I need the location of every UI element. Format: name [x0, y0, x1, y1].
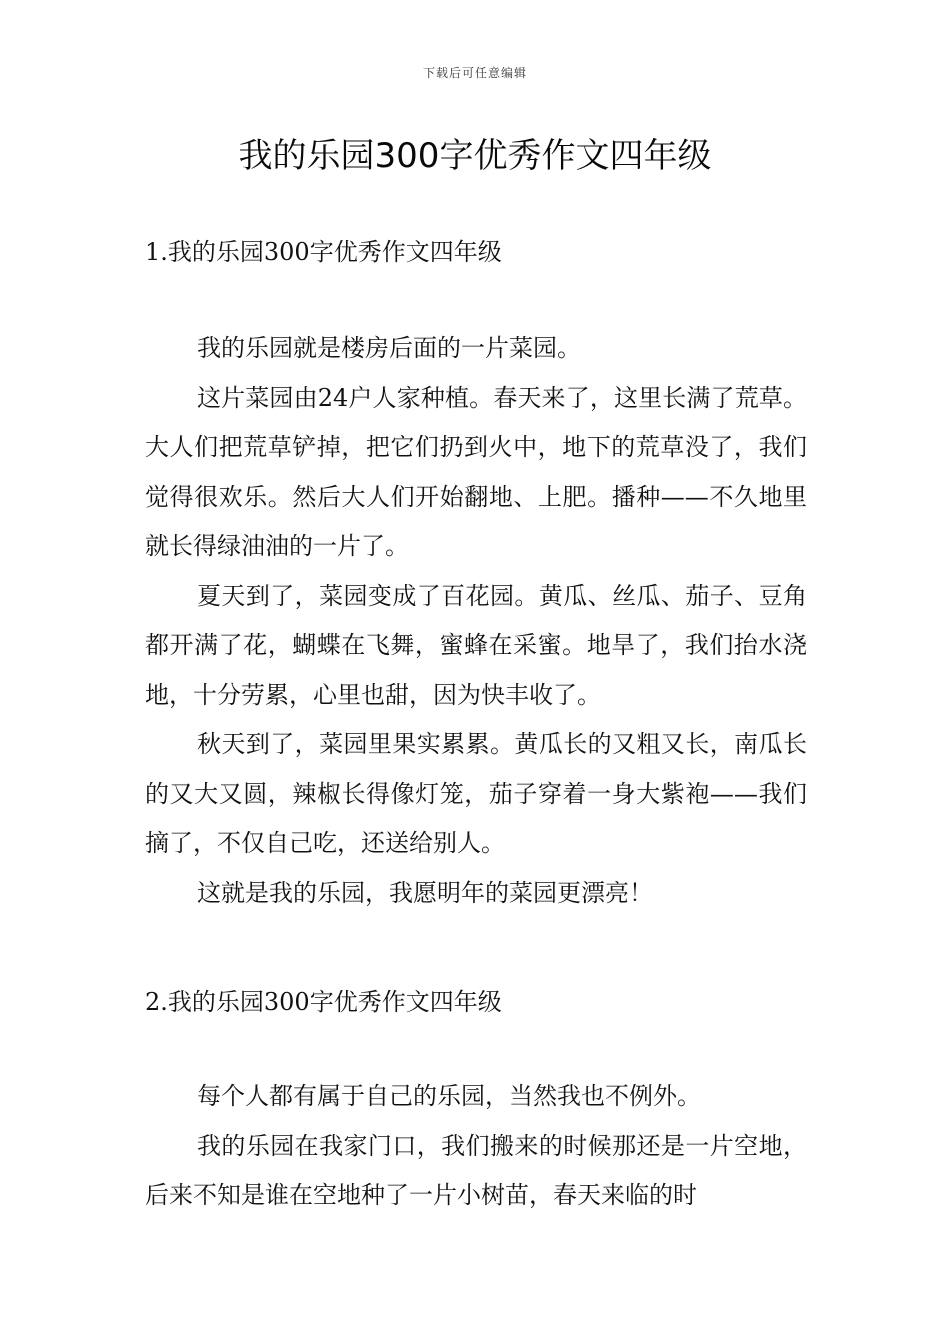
paragraph: 这就是我的乐园，我愿明年的菜园更漂亮！: [197, 878, 653, 907]
paragraph: 这片菜园由24户人家种植。春天来了，这里长满了荒草。大人们把荒草铲掉，把它们扔到火中，地下的荒草没了，我们觉得很欢乐。然后大人们开始翻地、上肥。播种——不久地里就长得绿油油的一片了。: [145, 383, 807, 560]
section-body-1: [145, 324, 807, 918]
section-heading-2: 2.我的乐园300字优秀作文四年级: [145, 988, 502, 1016]
document-title: 我的乐园300字优秀作文四年级: [238, 136, 712, 176]
paragraph: 每个人都有属于自己的乐园，当然我也不例外。: [197, 1082, 701, 1110]
paragraph: 我的乐园在我家门口，我们搬来的时候那还是一片空地，后来不知是谁在空地种了一片小树苗，春天来临的时: [145, 1131, 807, 1209]
section-body-2: [145, 1072, 807, 1221]
paragraph: 秋天到了，菜园里果实累累。黄瓜长的又粗又长，南瓜长的又大又圆，辣椒长得像灯笼，茄子穿着一身大紫袍——我们摘了，不仅自己吃，还送给别人。: [145, 730, 807, 857]
paragraph: 夏天到了，菜园变成了百花园。黄瓜、丝瓜、茄子、豆角都开满了花，蝴蝶在飞舞，蜜蜂在采蜜。地旱了，我们抬水浇地，十分劳累，心里也甜，因为快丰收了。: [145, 581, 807, 709]
header-note: 下载后可任意编辑: [422, 66, 527, 80]
section-heading-1: 1.我的乐园300字优秀作文四年级: [145, 238, 502, 266]
paragraph: 我的乐园就是楼房后面的一片菜园。: [197, 334, 581, 362]
